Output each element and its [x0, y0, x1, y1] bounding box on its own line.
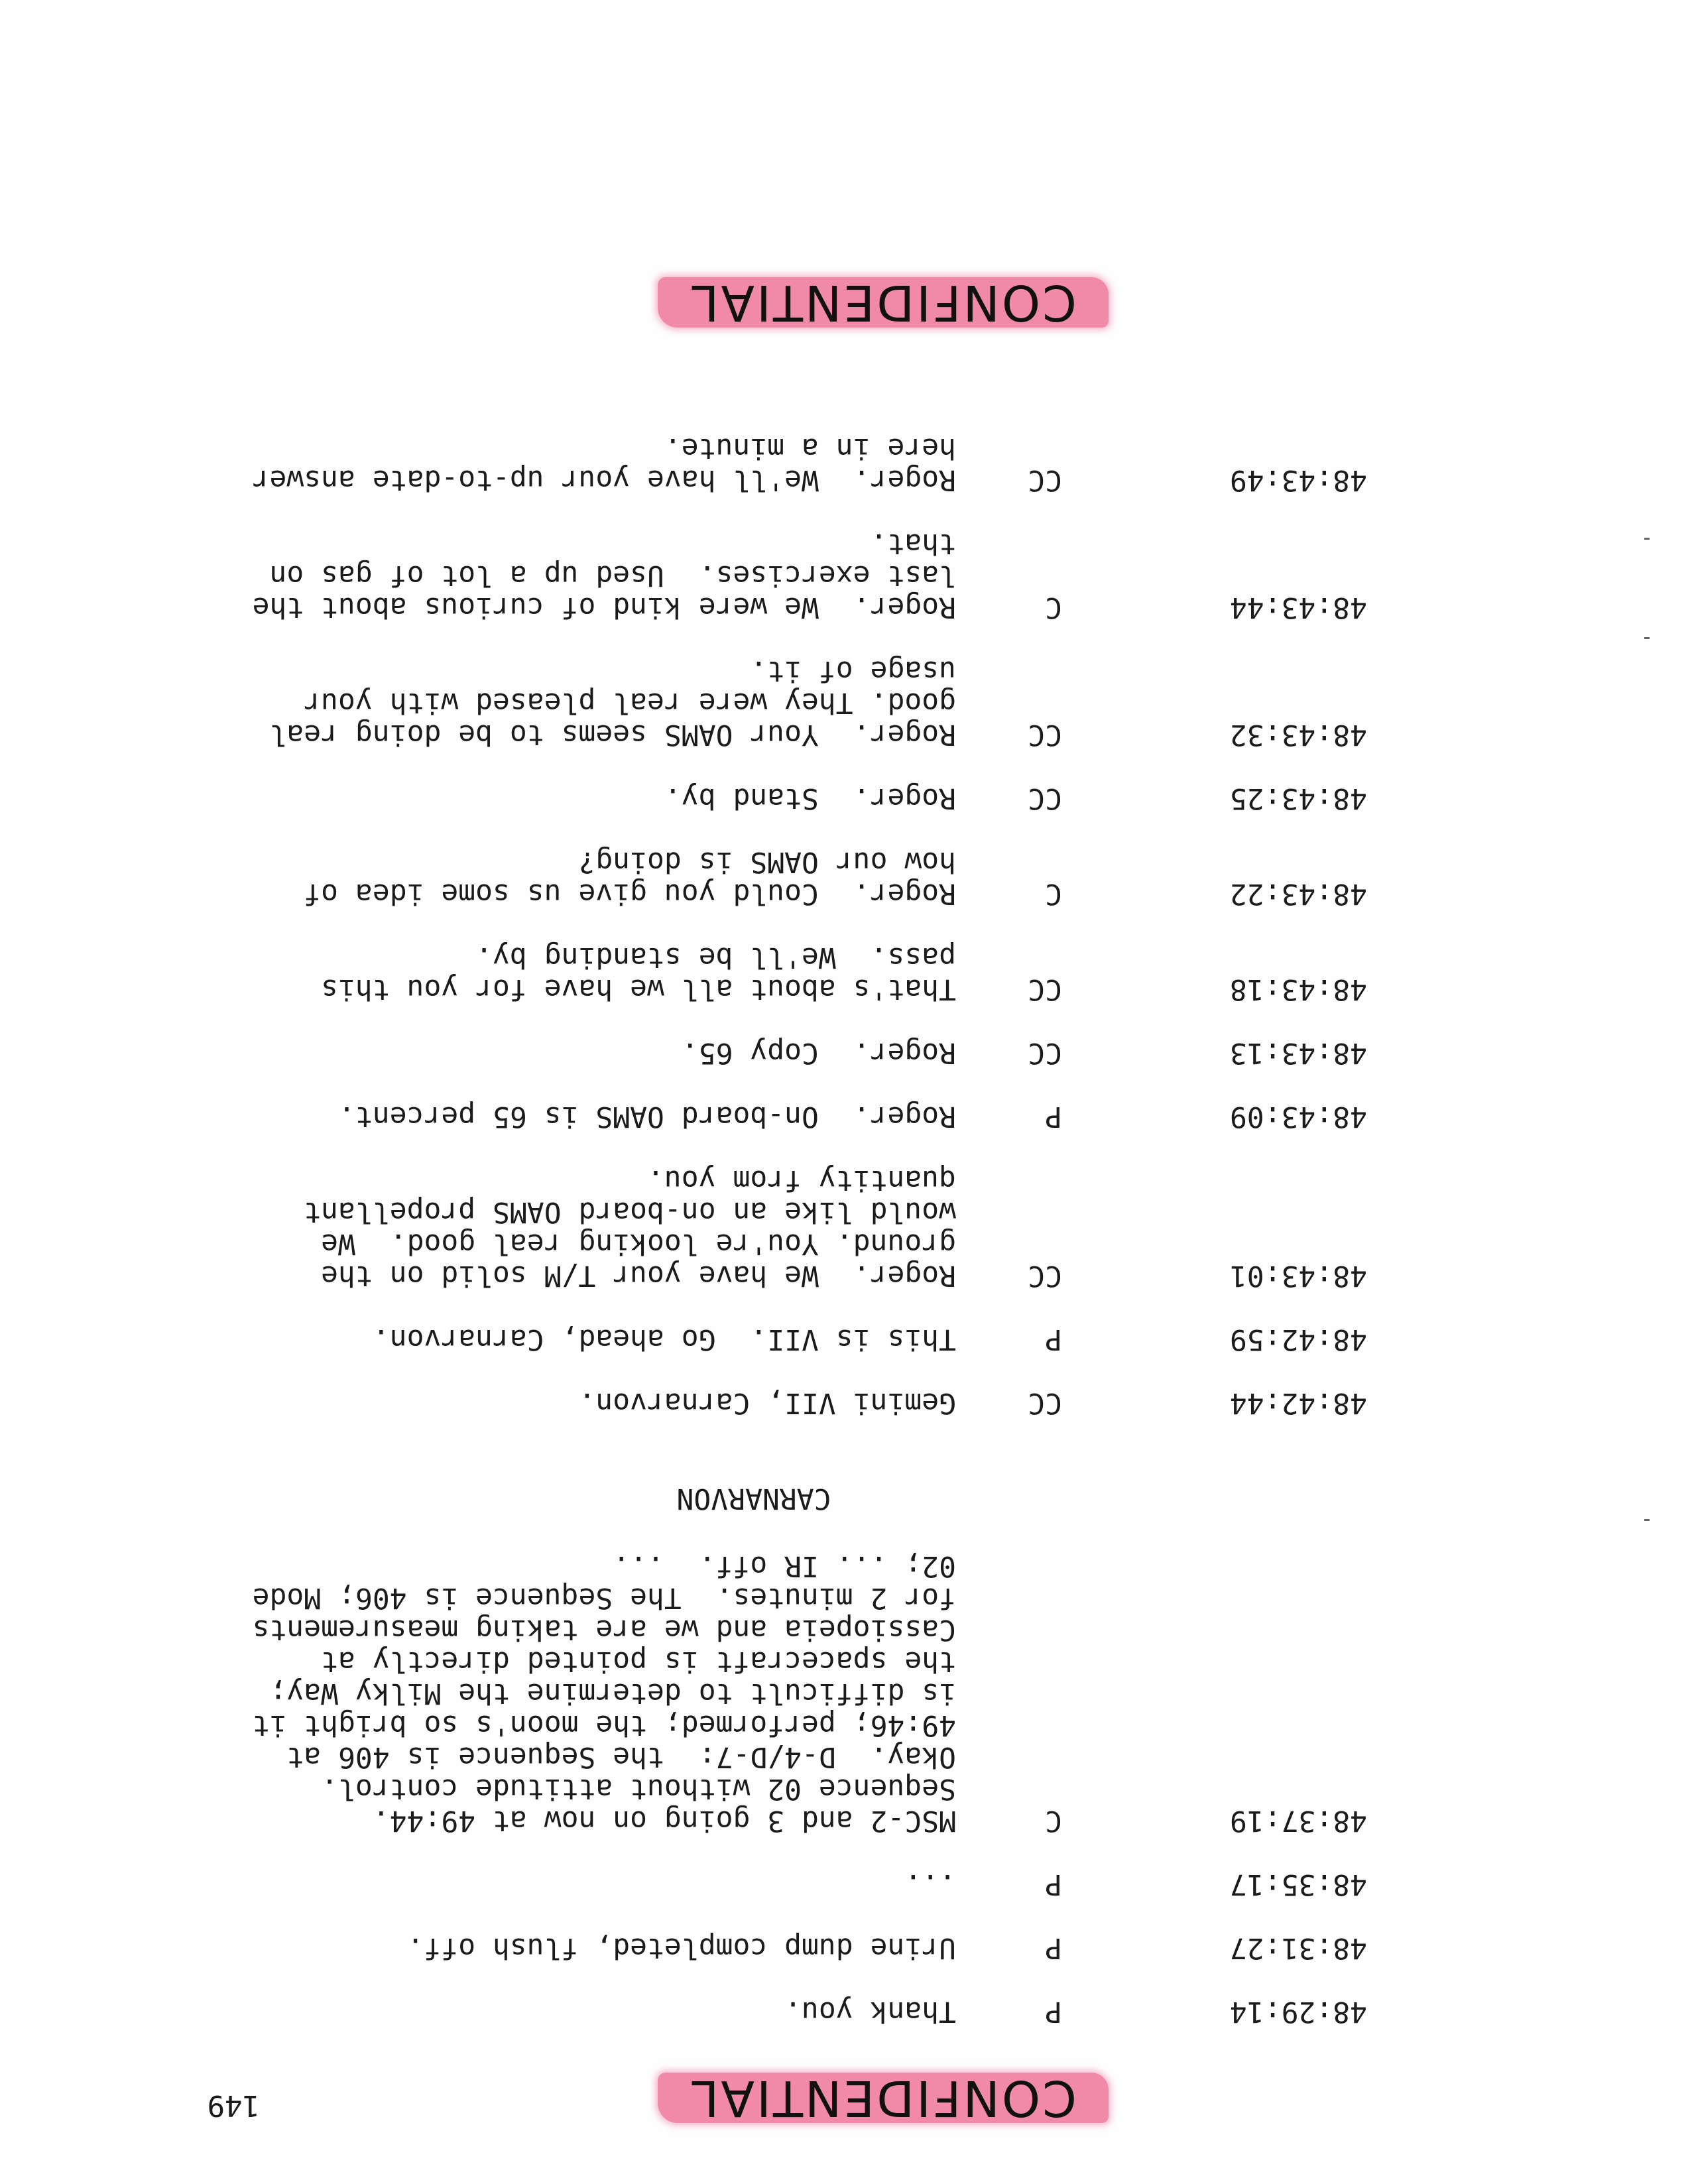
entry-text: Thank you.	[784, 1995, 956, 2028]
entry-speaker: C	[1045, 591, 1062, 624]
entry-speaker: CC	[1028, 1259, 1062, 1292]
entry-text: Roger. Your OAMS seems to be doing real good. They were real pleased with your usage of it.	[252, 654, 956, 751]
entry-speaker: P	[1045, 1868, 1062, 1901]
transcript-entry	[235, 527, 1367, 624]
entry-time: 48:43:44	[1229, 591, 1367, 624]
entry-text: Roger. We were kind of curious about the last exercises. Used up a lot of gas on that.	[235, 527, 956, 624]
entry-speaker: CC	[1028, 973, 1062, 1006]
entry-text: MSC-2 and 3 going on now at 49:44. Sequence 02 without attitude control. Okay. D-4/D-7: the Sequence is 406 at 49:46; performed; the moon's so bright it is difficult to determine the Milky Way; the spacecraft is pointed directly at Cassiopeia and we are taking measurements for 2 minutes. The Sequence is 406; Mode 02; ... IR off. ...	[235, 1549, 956, 1837]
entry-time: 48:43:25	[1229, 782, 1367, 815]
transcript-entry	[240, 846, 1367, 910]
entry-time: 48:43:09	[1229, 1100, 1367, 1133]
transcript-body	[235, 400, 1367, 2028]
binder-hole-mark	[1644, 637, 1650, 639]
section-title: CARNARVON	[676, 1482, 831, 1515]
entry-text: Roger. We'll have your up-to-date answer here in a minute.	[235, 432, 956, 497]
entry-text: Roger. On-board OAMS is 65 percent.	[338, 1100, 956, 1133]
entry-text: This is VII. Go ahead, Carnarvon.	[372, 1323, 956, 1356]
entry-text: ...	[904, 1868, 956, 1901]
transcript-entry	[240, 1932, 1367, 1964]
transcript-entry	[240, 655, 1367, 751]
classification-label-top: CONFIDENTIAL	[690, 2069, 1077, 2126]
entry-text: Roger. Copy 65.	[681, 1036, 956, 1069]
entry-text: Gemini VII, Carnarvon.	[578, 1386, 956, 1420]
transcript-entry	[240, 1101, 1367, 1132]
entry-text: Roger. Could you give us some idea of how our OAMS is doing?	[286, 845, 956, 910]
binder-hole-mark	[1644, 1519, 1650, 1521]
transcript-entry	[240, 1164, 1367, 1292]
transcript-entry	[240, 1387, 1367, 1419]
confidential-stamp-top	[658, 2069, 1109, 2126]
transcript-entry	[240, 1868, 1367, 1900]
entry-text: Roger. Stand by.	[664, 782, 956, 815]
entry-time: 48:42:59	[1229, 1323, 1367, 1356]
entry-time: 48:43:49	[1229, 463, 1367, 497]
entry-speaker: P	[1045, 1931, 1062, 1965]
entry-time: 48:35:17	[1229, 1868, 1367, 1901]
entry-speaker: CC	[1028, 1036, 1062, 1069]
entry-speaker: C	[1045, 1804, 1062, 1837]
entry-text: That's about all we have for you this pass. We'll be standing by.	[304, 941, 956, 1006]
entry-text: Roger. We have your T/M solid on the ground. You're looking real good. We would like an on-board OAMS propellant quantity from you.	[286, 1164, 956, 1292]
transcript-entry	[240, 1323, 1367, 1355]
transcript-entry	[240, 1037, 1367, 1069]
entry-speaker: CC	[1028, 463, 1062, 497]
transcript-entry	[240, 941, 1367, 1005]
transcript-entry	[240, 782, 1367, 814]
entry-time: 48:31:27	[1229, 1931, 1367, 1965]
transcript-entry	[235, 1549, 1367, 1837]
entry-time: 48:29:14	[1229, 1995, 1367, 2028]
entry-time: 48:43:22	[1229, 877, 1367, 910]
entry-speaker: P	[1045, 1995, 1062, 2028]
entry-speaker: CC	[1028, 718, 1062, 751]
entry-time: 48:43:13	[1229, 1036, 1367, 1069]
entry-time: 48:37:19	[1229, 1804, 1367, 1837]
entry-time: 48:42:44	[1229, 1386, 1367, 1420]
transcript-entry	[240, 1996, 1367, 2028]
entry-text: Urine dump completed, flush off.	[406, 1931, 956, 1965]
classification-label-bottom: CONFIDENTIAL	[690, 274, 1077, 331]
confidential-stamp-bottom	[658, 274, 1109, 331]
entry-speaker: CC	[1028, 1386, 1062, 1420]
page-number: 149	[207, 2089, 260, 2122]
binder-hole-mark	[1644, 538, 1650, 540]
entry-speaker: P	[1045, 1323, 1062, 1356]
entry-time: 48:43:18	[1229, 973, 1367, 1006]
entry-speaker: CC	[1028, 782, 1062, 815]
transcript-entry	[235, 432, 1367, 497]
entry-time: 48:43:32	[1229, 718, 1367, 751]
entry-speaker: C	[1045, 877, 1062, 910]
entry-speaker: P	[1045, 1100, 1062, 1133]
entry-time: 48:43:01	[1229, 1259, 1367, 1292]
